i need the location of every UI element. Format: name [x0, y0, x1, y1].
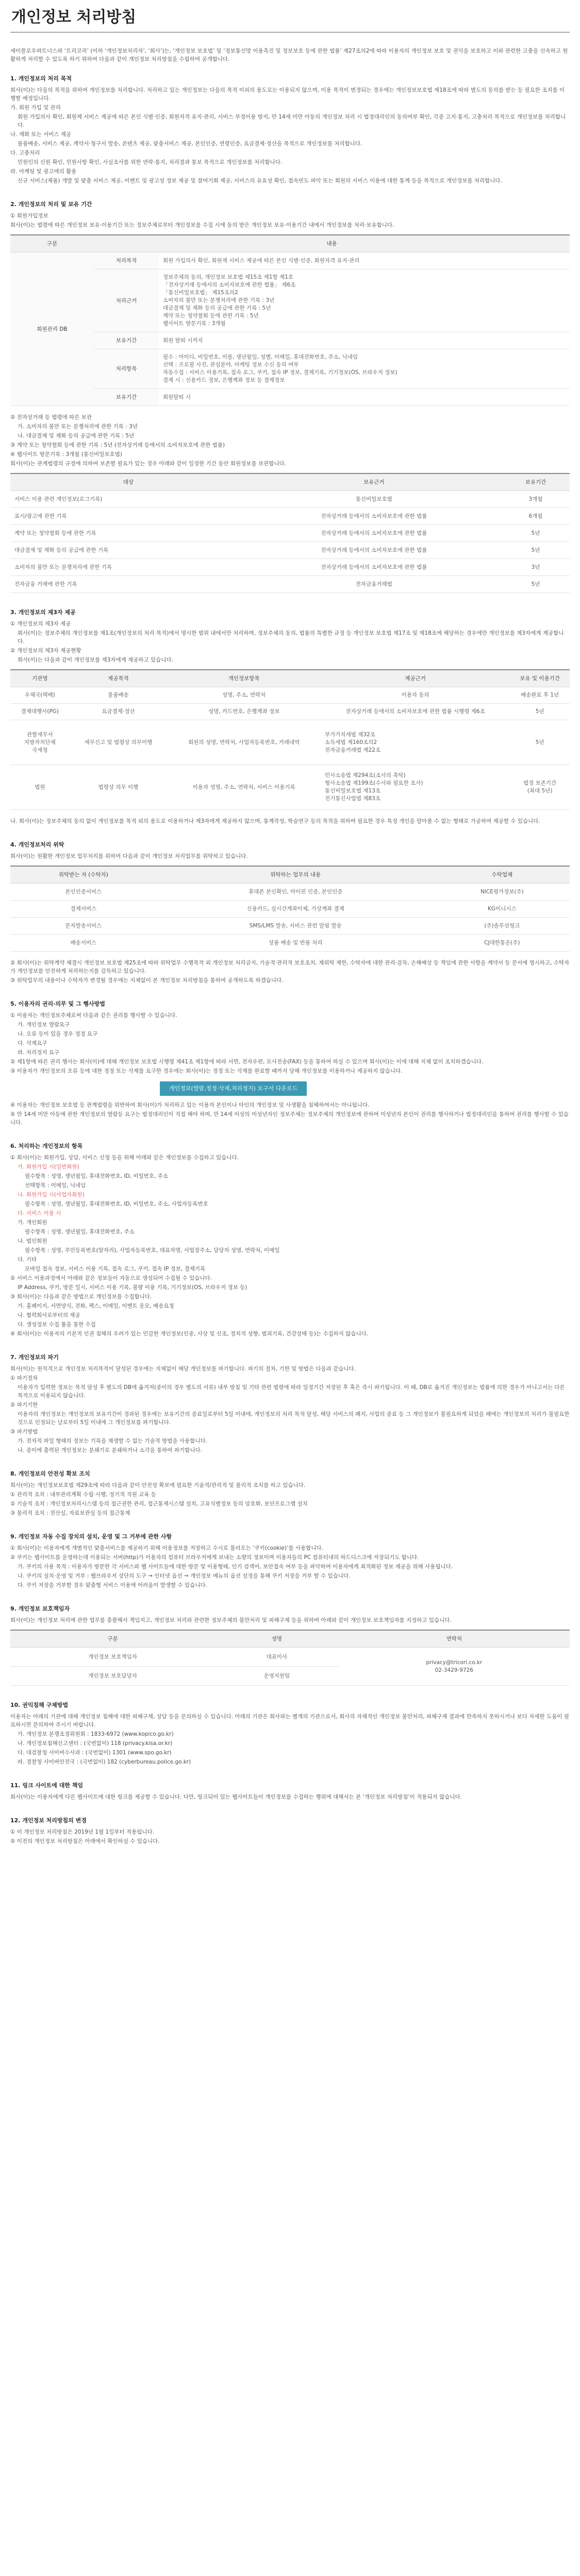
list-item: 다. 생성정보 수집 툴을 통한 수집	[18, 1321, 96, 1328]
section-title: 11. 링크 사이트에 대한 책임	[10, 1782, 84, 1789]
section-text: 이용자는 아래의 기관에 대해 개인정보 침해에 대한 피해구제, 상담 등을 문의하실 수 있습니다. 아래의 기관은 회사와는 별개의 기관으로서, 회사의 자체적인 개인정보 불만처리, 피해구제 결과에 만족하지 못하시거나 보다 자세한 도움이 필요하시면 문의하여 주시기 바랍니다.	[10, 1714, 569, 1728]
list-item: 민원인의 신원 확인, 민원사항 확인, 사실조사를 위한 연락·통지, 처리결과 통보 목적으로 개인정보를 처리합니다.	[18, 159, 283, 165]
table-cell: 5년	[502, 542, 570, 559]
list-item: ② 쿠키는 웹사이트를 운영하는데 이용되는 서버(http)가 이용자의 컴퓨터 브라우저에게 보내는 소량의 정보이며 이용자들의 PC 컴퓨터내의 하드디스크에 저장되기도 합니다.	[10, 1554, 419, 1561]
table-cell: 운영지원팀	[215, 1667, 339, 1686]
section-title: 5. 이용자의 권리·의무 및 그 행사방법	[10, 1001, 105, 1007]
table-header: 수탁업체	[435, 866, 570, 884]
table-cell: 결제대행사(PG)	[10, 704, 70, 720]
table-cell: 보유기간	[94, 389, 159, 406]
list-item: ① 회원가입정보	[10, 213, 48, 219]
table-row	[10, 252, 570, 269]
table-header: 기관명	[10, 670, 70, 687]
table-cell: 관할세무서 지방자치단체 국세청	[10, 720, 70, 765]
table-cell: 통신비밀보호법	[246, 491, 502, 508]
table-cell: 회원 가입의사 확인, 회원제 서비스 제공에 따른 본인 식별·인증, 회원자격 유지·관리	[159, 252, 570, 269]
retention-table	[10, 473, 570, 593]
list-item: 신규 서비스(제품) 개발 및 맞춤 서비스 제공, 이벤트 및 광고성 정보 제공 및 참여기회 제공, 서비스의 유효성 확인, 접속빈도 파악 또는 회원의 서비스 이용에 대한 통계 등을 목적으로 개인정보를 처리합니다.	[18, 178, 502, 184]
table-row	[10, 720, 570, 765]
table-row	[10, 525, 570, 542]
table-cell: 전자상거래 등에서의 소비자보호에 관한 법률	[246, 542, 502, 559]
section-text: 회사(이)는 다음의 목적을 위하여 개인정보를 처리합니다. 처리하고 있는 개인정보는 다음의 목적 이외의 용도로는 이용되지 않으며, 이용 목적이 변경되는 경우에는 개인정보보호법 제18조에 따라 별도의 동의를 받는 등 필요한 조치를 이행할 예정입니다.	[10, 87, 565, 101]
section-security	[10, 1470, 570, 1517]
table-cell: 전자상거래 등에서의 소비자보호에 관한 법률 시행령 제6조	[321, 704, 510, 720]
privacy-policy-page	[10, 0, 570, 1845]
list-item: 물품배송, 서비스 제공, 계약서·청구서 발송, 콘텐츠 제공, 맞춤서비스 제공, 본인인증, 연령인증, 요금결제·정산을 목적으로 개인정보를 처리합니다.	[18, 141, 362, 147]
section-text: 회사(이)는 이용자에게 다른 웹사이트에 대한 링크를 제공할 수 있습니다. 다만, 링크되어 있는 웹사이트들이 개인정보를 수집하는 행위에 대해서는 본 ‘개인정보 처리방침’이 적용되지 않습니다.	[10, 1794, 462, 1800]
list-item: 필수항목 : 성명, 주민등록번호(앞자리), 사업자등록번호, 대표자명, 사업장주소, 담당자 성명, 연락처, 이메일	[25, 1247, 280, 1253]
table-row	[10, 1648, 570, 1667]
list-item: 나. 법인회원	[18, 1238, 47, 1244]
table-cell: 법령상 의무 이행	[70, 765, 168, 810]
list-item: ④ 회사(이)는 이용자의 기본적 인권 침해의 우려가 있는 민감한 개인정보(인종, 사상 및 신조, 정치적 성향, 범죄기록, 건강상태 등)는 수집하지 않습니다.	[10, 1331, 369, 1337]
table-cell: 5년	[502, 525, 570, 542]
list-item: ④ 이용자는 개인정보 보호법 등 관계법령을 위반하여 회사(이)가 처리하고 있는 이용자 본인이나 타인의 개인정보 및 사생활을 침해하여서는 아니됩니다.	[10, 1102, 370, 1108]
section-purpose	[10, 75, 570, 185]
table-cell: 처리목적	[94, 252, 159, 269]
list-item: ④ 웹사이트 방문기록 : 3개월 (통신비밀보호법)	[10, 451, 122, 457]
section-destruction	[10, 1353, 570, 1454]
table-cell: 처리항목	[94, 349, 159, 389]
section-title: 9. 개인정보 자동 수집 장치의 설치, 운영 및 그 거부에 관한 사항	[10, 1533, 172, 1540]
member-db-table	[10, 234, 570, 406]
list-item: IP Address, 쿠키, 방문 일시, 서비스 이용 기록, 불량 이용 기록, 기기정보(OS, 브라우저 정보 등)	[18, 1284, 247, 1291]
list-item: 필수항목 : 성명, 생년월일, 휴대전화번호, ID, 비밀번호, 주소, 사업자등록번호	[25, 1201, 208, 1207]
table-cell: 처리근거	[94, 269, 159, 332]
list-item: 필수항목 : 성명, 생년월일, 휴대전화번호, ID, 비밀번호, 주소	[25, 1173, 168, 1179]
list-item: 라. 마케팅 및 광고에의 활용	[10, 168, 77, 175]
table-cell: 보유기간	[94, 332, 159, 349]
table-cell: 5년	[510, 704, 570, 720]
table-cell: 부가가치세법 제32조 소득세법 제160조의2 전자금융거래법 제22조	[321, 720, 510, 765]
list-item: 다. 기타	[18, 1257, 37, 1263]
table-header: 제공목적	[70, 670, 168, 687]
table-cell: 휴대폰 본인확인, 아이핀 인증, 본인인증	[157, 884, 435, 901]
list-item: ① 회사(이)는 회원가입, 상담, 서비스 신청 등을 위해 아래와 같은 개인정보를 수집하고 있습니다.	[10, 1155, 239, 1161]
list-item: ① 관리적 조치 : 내부관리계획 수립·시행, 정기적 직원 교육 등	[10, 1492, 156, 1498]
table-cell: 문자발송서비스	[10, 918, 157, 935]
section-title: 8. 개인정보의 안전성 확보 조치	[10, 1470, 90, 1477]
section-title: 12. 개인정보 처리방침의 변경	[10, 1817, 87, 1824]
list-item: ③ 회사(이)는 다음과 같은 방법으로 개인정보를 수집합니다.	[10, 1294, 152, 1300]
table-row	[10, 704, 570, 720]
section-outsourcing	[10, 841, 570, 985]
list-item: 다. 서비스 이용 시	[18, 1210, 61, 1216]
table-row	[10, 559, 570, 576]
list-item: 나. 회원가입 시(사업자회원)	[18, 1192, 85, 1198]
table-cell: 5년	[502, 576, 570, 593]
table-cell: 개인정보 보호책임자	[10, 1648, 215, 1667]
table-cell: 요금결제·정산	[70, 704, 168, 720]
list-item: ② 파기기한	[10, 1402, 38, 1408]
list-item: 이용자가 입력한 정보는 목적 달성 후 별도의 DB에 옮겨져(종이의 경우 별도의 서류) 내부 방침 및 기타 관련 법령에 따라 일정기간 저장된 후 혹은 즉시 파기됩니다. 이 때, DB로 옮겨진 개인정보는 법률에 의한 경우가 아니고서는 다른 목적으로 이용되지 않습니다.	[18, 1384, 565, 1399]
table-row	[10, 687, 570, 704]
section-retention	[10, 200, 570, 593]
table-cell: 회원의 성명, 연락처, 사업자등록번호, 거래내역	[167, 720, 321, 765]
list-item: 가. 소비자의 불만 또는 분쟁처리에 관한 기록 : 3년	[18, 423, 138, 430]
list-item: ③ 이용자가 개인정보의 오류 등에 대한 정정 또는 삭제를 요구한 경우에는 회사(이)는 정정 또는 삭제를 완료할 때까지 당해 개인정보를 이용하거나 제공하지 않습니다.	[10, 1068, 403, 1074]
table-header: 개인정보항목	[167, 670, 321, 687]
list-item: ② 서비스 이용과정에서 아래와 같은 정보들이 자동으로 생성되어 수집될 수 있습니다.	[10, 1275, 212, 1281]
section-text: ② 회사(이)는 위탁계약 체결시 개인정보 보호법 제25조에 따라 위탁업무 수행목적 외 개인정보 처리금지, 기술적·관리적 보호조치, 재위탁 제한, 수탁자에 대한 관리·감독, 손해배상 등 책임에 관한 사항을 계약서 등 문서에 명시하고, 수탁자가 개인정보를 안전하게 처리하는지를 감독하고 있습니다.	[10, 960, 570, 974]
list-item: 다. 쿠키 저장을 거부할 경우 맞춤형 서비스 이용에 어려움이 발생할 수 있습니다.	[18, 1582, 207, 1588]
section-title: 1. 개인정보의 처리 목적	[10, 75, 72, 82]
list-item: 나. 종이에 출력된 개인정보는 분쇄기로 분쇄하거나 소각을 통하여 파기합니다.	[18, 1447, 202, 1453]
table-cell: 법정 보존기간 (최대 5년)	[510, 765, 570, 810]
list-item: 나. 개인정보침해신고센터 : (국번없이) 118 (privacy.kisa.or.kr)	[18, 1740, 173, 1747]
table-row	[10, 542, 570, 559]
table-row	[10, 765, 570, 810]
section-text: 회사(이)는 정보주체의 개인정보를 제1조(개인정보의 처리 목적)에서 명시한 범위 내에서만 처리하며, 정보주체의 동의, 법률의 특별한 규정 등 개인정보 보호법 제17조 및 제18조에 해당하는 경우에만 개인정보를 제3자에게 제공합니다.	[18, 630, 564, 645]
section-title: 10. 권익침해 구제방법	[10, 1702, 69, 1708]
table-header: 보유근거	[246, 473, 502, 491]
list-item: 가. 개인회원	[18, 1219, 47, 1226]
table-cell: 서비스 이용 관련 개인정보(로그기록)	[10, 491, 246, 508]
section-text: 회사(이)는 개인정보보호법 제29조에 따라 다음과 같이 안전성 확보에 필요한 기술적/관리적 및 물리적 조치를 하고 있습니다.	[10, 1482, 306, 1488]
list-item: 나. 쿠키의 설치·운영 및 거부 : 웹브라우저 상단의 도구 → 인터넷 옵션 → 개인정보 메뉴의 옵션 설정을 통해 쿠키 저장을 거부 할 수 있습니다.	[18, 1573, 351, 1579]
section-title: 3. 개인정보의 제3자 제공	[10, 609, 76, 616]
table-row	[10, 935, 570, 952]
list-item: 가. 개인정보 분쟁조정위원회 : 1833-6972 (www.kopico.go.kr)	[18, 1731, 174, 1737]
table-header: 보유기간	[502, 473, 570, 491]
section-text: 회사(이)는 원칙적으로 개인정보 처리목적이 달성된 경우에는 지체없이 해당 개인정보를 파기합니다. 파기의 절차, 기한 및 방법은 다음과 같습니다.	[10, 1366, 356, 1372]
table-cell: 배송서비스	[10, 935, 157, 952]
table-row	[10, 884, 570, 901]
table-row	[10, 901, 570, 918]
table-cell: 성명, 카드번호, 은행계좌 정보	[167, 704, 321, 720]
table-cell: 정보주체의 동의, 개인정보 보호법 제15조 제1항 제1호 「전자상거래 등에서의 소비자보호에 관한 법률」 제6조 「통신비밀보호법」 제15조의2 소비자의 불만 또는 분쟁처리에 관한 기록 : 3년 대금결제 및 재화 등의 공급에 관한 기록 : 5년 계약 또는 청약철회 등에 관한 기록 : 5년 웹사이트 방문기록 : 3개월	[159, 269, 570, 332]
table-cell: 이용자 동의	[321, 687, 510, 704]
list-item: 가. 회원가입 시(일반회원)	[18, 1164, 79, 1170]
list-item: 나. 협력회사로부터의 제공	[18, 1312, 80, 1318]
table-row	[10, 389, 570, 406]
table-cell: privacy@tricori.co.kr 02-3429-9726	[339, 1648, 570, 1686]
table-header: 구분	[10, 1630, 215, 1648]
intro-paragraph: 세이플로우파트너스와 ‘트리코리’ (이하 ‘개인정보처리자’, ‘회사’)는, ‘개인정보 보호법’ 및 ‘정보통신망 이용촉진 및 정보보호 등에 관한 법률’ 제27조의2에 따라 이용자의 개인정보 보호 및 권익을 보호하고 이와 관련한 고충을 신속하고 원활하게 처리할 수 있도록 하기 위하여 다음과 같이 개인정보 처리방침을 수립하여 공개합니다.	[10, 48, 568, 62]
table-row	[10, 269, 570, 332]
list-item: 라. 경찰청 사이버안전국 : (국번없이) 182 (cyberbureau.police.go.kr)	[18, 1759, 191, 1765]
section-cookies	[10, 1533, 570, 1589]
section-third-party	[10, 608, 570, 825]
section-title: 7. 개인정보의 파기	[10, 1354, 59, 1361]
table-row	[10, 576, 570, 593]
table-header: 구분	[10, 235, 94, 252]
list-item: 가. 쿠키의 사용 목적 : 이용자가 방문한 각 서비스와 웹 사이트들에 대한 방문 및 이용형태, 인기 검색어, 보안접속 여부 등을 파악하여 이용자에게 최적화된 정보 제공을 위해 사용됩니다.	[18, 1564, 453, 1570]
section-title: 6. 처리하는 개인정보의 항목	[10, 1143, 83, 1149]
list-item: 가. 개인정보 열람요구	[18, 1022, 70, 1028]
table-cell: CJ대한통운(주)	[435, 935, 570, 952]
list-item: 다. 고충처리	[10, 150, 40, 156]
table-header: 성명	[215, 1630, 339, 1648]
table-cell: 물품배송	[70, 687, 168, 704]
section-text: 회사(이)는 다음과 같이 개인정보를 제3자에게 제공하고 있습니다.	[18, 657, 173, 663]
section-text: 회사(이)는 법령에 따른 개인정보 보유·이용기간 또는 정보주체로부터 개인정보를 수집 시에 동의 받은 개인정보 보유·이용기간 내에서 개인정보를 처리·보유합니다.	[10, 222, 394, 228]
table-cell: 신용카드, 실시간계좌이체, 가상계좌 결제	[157, 901, 435, 918]
table-cell: 전자상거래 등에서의 소비자보호에 관한 법률	[246, 559, 502, 576]
section-privacy-officer	[10, 1605, 570, 1686]
section-title: 4. 개인정보처리 위탁	[10, 841, 64, 848]
section-rights	[10, 1000, 570, 1127]
list-item: 필수항목 : 성명, 생년월일, 휴대전화번호, 주소	[25, 1229, 135, 1235]
list-item: 가. 전자적 파일 형태의 정보는 기록을 재생할 수 없는 기술적 방법을 사용합니다.	[18, 1438, 207, 1444]
list-item: ① 이용자는 개인정보주체로써 다음과 같은 권리를 행사할 수 있습니다.	[10, 1012, 177, 1019]
list-item: ① 파기절차	[10, 1375, 38, 1381]
list-item: ① 회사(이)는 이용자에게 개별적인 맞춤서비스를 제공하기 위해 이용정보를 저장하고 수시로 불러오는 ‘쿠키(cookie)’를 사용합니다.	[10, 1545, 323, 1551]
list-item: 나. 재화 또는 서비스 제공	[10, 131, 72, 138]
table-cell: 세무신고 및 법령상 의무이행	[70, 720, 168, 765]
table-row	[10, 332, 570, 349]
table-cell: 대표이사	[215, 1648, 339, 1667]
list-item: ⑤ 만 14세 미만 아동에 관한 개인정보의 열람등 요구는 법정대리인이 직접 해야 하며, 만 14세 이상의 미성년자인 정보주체는 정보주체의 개인정보에 관하여 미성년자 본인이 권리를 행사하거나 법정대리인을 통하여 권리를 행사할 수 있습니다.	[10, 1111, 569, 1126]
request-form-download-button[interactable]: 개인정보(열람,정정·삭제,처리정지) 요구서 다운로드	[160, 1081, 307, 1096]
list-item: ① 개인정보의 제3자 제공	[10, 621, 71, 627]
list-item: ③ 계약 또는 청약철회 등에 관한 기록 : 5년 (전자상거래 등에서의 소비자보호에 관한 법률)	[10, 442, 225, 448]
table-cell: (주)솔루션링크	[435, 918, 570, 935]
table-cell: 3개월	[502, 491, 570, 508]
page-title: 개인정보 처리방침	[11, 8, 137, 26]
table-cell: 계약 또는 청약철회 등에 관한 기록	[10, 525, 246, 542]
table-header: 대상	[10, 473, 246, 491]
table-header: 연락처	[339, 1630, 570, 1648]
list-item: ② 전자상거래 등 법령에 따른 보관	[10, 414, 92, 420]
table-cell: KG이니시스	[435, 901, 570, 918]
table-row	[10, 349, 570, 389]
section-links	[10, 1782, 570, 1801]
section-changes	[10, 1817, 570, 1845]
list-item: 다. 삭제요구	[18, 1040, 47, 1046]
section-text: ③ 위탁업무의 내용이나 수탁자가 변경될 경우에는 지체없이 본 개인정보 처리방침을 통하여 공개하도록 하겠습니다.	[10, 977, 284, 984]
table-cell: 이용자 성명, 주소, 연락처, 서비스 이용기록	[167, 765, 321, 810]
table-cell: 전자상거래 등에서의 소비자보호에 관한 법률	[246, 525, 502, 542]
list-item: 이용자의 개인정보는 개인정보의 보유기간이 경과된 경우에는 보유기간의 종료일로부터 5일 이내에, 개인정보의 처리 목적 달성, 해당 서비스의 폐지, 사업의 종료 등 그 개인정보가 불필요하게 되었을 때에는 개인정보의 처리가 불필요한 것으로 인정되는 날로부터 5일 이내에 그 개인정보를 파기합니다.	[18, 1411, 570, 1426]
list-item: ③ 물리적 조치 : 전산실, 자료보관실 등의 접근통제	[10, 1510, 130, 1516]
table-cell: 표시/광고에 관한 기록	[10, 508, 246, 525]
table-cell: 대금결제 및 재화 등의 공급에 관한 기록	[10, 542, 246, 559]
list-item: ② 이전의 개인정보 처리방침은 아래에서 확인하실 수 있습니다.	[10, 1838, 160, 1844]
list-item: 다. 대검찰청 사이버수사과 : (국번없이) 1301 (www.spo.go.kr)	[18, 1750, 172, 1756]
table-cell: 배송완료 후 1년	[510, 687, 570, 704]
table-cell: 필수 : 아이디, 비밀번호, 이름, 생년월일, 성별, 이메일, 휴대전화번호, 주소, 닉네임 선택 : 프로필 사진, 관심분야, 마케팅 정보 수신 동의 여부 자동수집 : 서비스 이용기록, 접속 로그, 쿠키, 접속 IP 정보, 결제기록, 기기정보(OS, 브라우저 정보) 결제 시 : 신용카드 정보, 은행계좌 정보 등 결제정보	[159, 349, 570, 389]
table-header: 위탁하는 업무의 내용	[157, 866, 435, 884]
list-item: 라. 처리정지 요구	[18, 1049, 60, 1056]
table-cell: 소비자의 불만 또는 분쟁처리에 관한 기록	[10, 559, 246, 576]
table-cell: 결제서비스	[10, 901, 157, 918]
table-cell: SMS/LMS 발송, 서비스 관련 알림 발송	[157, 918, 435, 935]
table-cell: 법원	[10, 765, 70, 810]
table-header: 제공근거	[321, 670, 510, 687]
list-item: ③ 파기방법	[10, 1429, 38, 1435]
list-item: ① 이 개인정보 처리방침은 2019년 1월 1일부터 적용됩니다.	[10, 1829, 155, 1835]
table-header: 위탁받는 자 (수탁자)	[10, 866, 157, 884]
section-title: 2. 개인정보의 처리 및 보유 기간	[10, 201, 92, 208]
table-cell: 6개월	[502, 508, 570, 525]
section-text: 회사(이)는 원활한 개인정보 업무처리를 위하여 다음과 같이 개인정보 처리업무를 위탁하고 있습니다.	[10, 853, 248, 859]
table-cell: 3년	[502, 559, 570, 576]
table-row	[10, 918, 570, 935]
outsourcing-table	[10, 866, 570, 952]
table-cell: 성명, 주소, 연락처	[167, 687, 321, 704]
table-row	[10, 508, 570, 525]
section-items	[10, 1142, 570, 1338]
table-cell: 5년	[510, 720, 570, 765]
list-item: 선택항목 : 이메일, 닉네임	[25, 1182, 86, 1189]
table-cell: 본인인증서비스	[10, 884, 157, 901]
table-cell: NICE평가정보(주)	[435, 884, 570, 901]
list-item: ② 개인정보의 제3자 제공현황	[10, 648, 81, 654]
table-row	[10, 491, 570, 508]
list-item: ② 기술적 조치 : 개인정보처리시스템 등의 접근권한 관리, 접근통제시스템 설치, 고유식별정보 등의 암호화, 보안프로그램 설치	[10, 1501, 308, 1507]
table-cell: 회원관리 DB	[10, 252, 94, 406]
section-remedy	[10, 1701, 570, 1766]
table-cell: 민사소송법 제294조(조사의 촉탁) 형사소송법 제199조(수사와 필요한 조사) 통신비밀보호법 제13조 전기통신사업법 제83조	[321, 765, 510, 810]
list-item: ② 제1항에 따른 권리 행사는 회사(이)에 대해 개인정보 보호법 시행령 제41조 제1항에 따라 서면, 전자우편, 모사전송(FAX) 등을 통하여 하실 수 있으며 회사(이)는 이에 대해 지체 없이 조치하겠습니다.	[10, 1059, 484, 1065]
list-item: 회원 가입의사 확인, 회원제 서비스 제공에 따른 본인 식별·인증, 회원자격 유지·관리, 서비스 부정이용 방지, 만 14세 미만 아동의 개인정보 처리 시 법정대리인의 동의여부 확인, 각종 고지·통지, 고충처리 목적으로 개인정보를 처리합니다.	[18, 114, 566, 128]
section-text: 회사(이)는 개인정보 처리에 관한 업무를 총괄해서 책임지고, 개인정보 처리와 관련한 정보주체의 불만처리 및 피해구제 등을 위하여 아래와 같이 개인정보 보호책임자를 지정하고 있습니다.	[10, 1617, 452, 1623]
section-title: 9. 개인정보 보호책임자	[10, 1605, 70, 1612]
section-text: 회사(이)는 관계법령의 규정에 의하여 보존할 필요가 있는 경우 아래와 같이 일정한 기간 동안 회원정보를 보관합니다.	[10, 461, 286, 467]
table-header: 보유 및 이용기간	[510, 670, 570, 687]
list-item: 가. 회원 가입 및 관리	[10, 105, 61, 111]
table-cell: 개인정보 보호담당자	[10, 1667, 215, 1686]
privacy-officer-table	[10, 1630, 570, 1686]
table-cell: 회원 탈퇴 시까지	[159, 332, 570, 349]
table-header: 내용	[94, 235, 570, 252]
table-cell: 회원탈퇴 시	[159, 389, 570, 406]
section-text: 나. 회사(이)는 정보주체의 동의 없이 개인정보를 목적 외의 용도로 이용하거나 제3자에게 제공하지 않으며, 통계작성, 학술연구 등의 목적을 위하여 필요한 경우 특정 개인을 알아볼 수 없는 형태로 가공하여 제공할 수 있습니다.	[10, 818, 540, 824]
third-party-table	[10, 669, 570, 810]
list-item: 나. 대금결제 및 재화 등의 공급에 관한 기록 : 5년	[18, 433, 135, 439]
table-cell: 전자금융 거래에 관한 기록	[10, 576, 246, 593]
table-cell: 상품 배송 및 반품 처리	[157, 935, 435, 952]
table-cell: 전자금융거래법	[246, 576, 502, 593]
list-item: 나. 오류 등이 있을 경우 정정 요구	[18, 1031, 98, 1037]
list-item: 모바일 접속 정보, 서비스 이용 기록, 접속 로그, 쿠키, 접속 IP 정보, 결제기록	[25, 1266, 206, 1272]
table-cell: 전자상거래 등에서의 소비자보호에 관한 법률	[246, 508, 502, 525]
table-cell: 우체국(택배)	[10, 687, 70, 704]
list-item: 가. 홈페이지, 서면양식, 전화, 팩스, 이메일, 이벤트 응모, 배송요청	[18, 1303, 174, 1309]
